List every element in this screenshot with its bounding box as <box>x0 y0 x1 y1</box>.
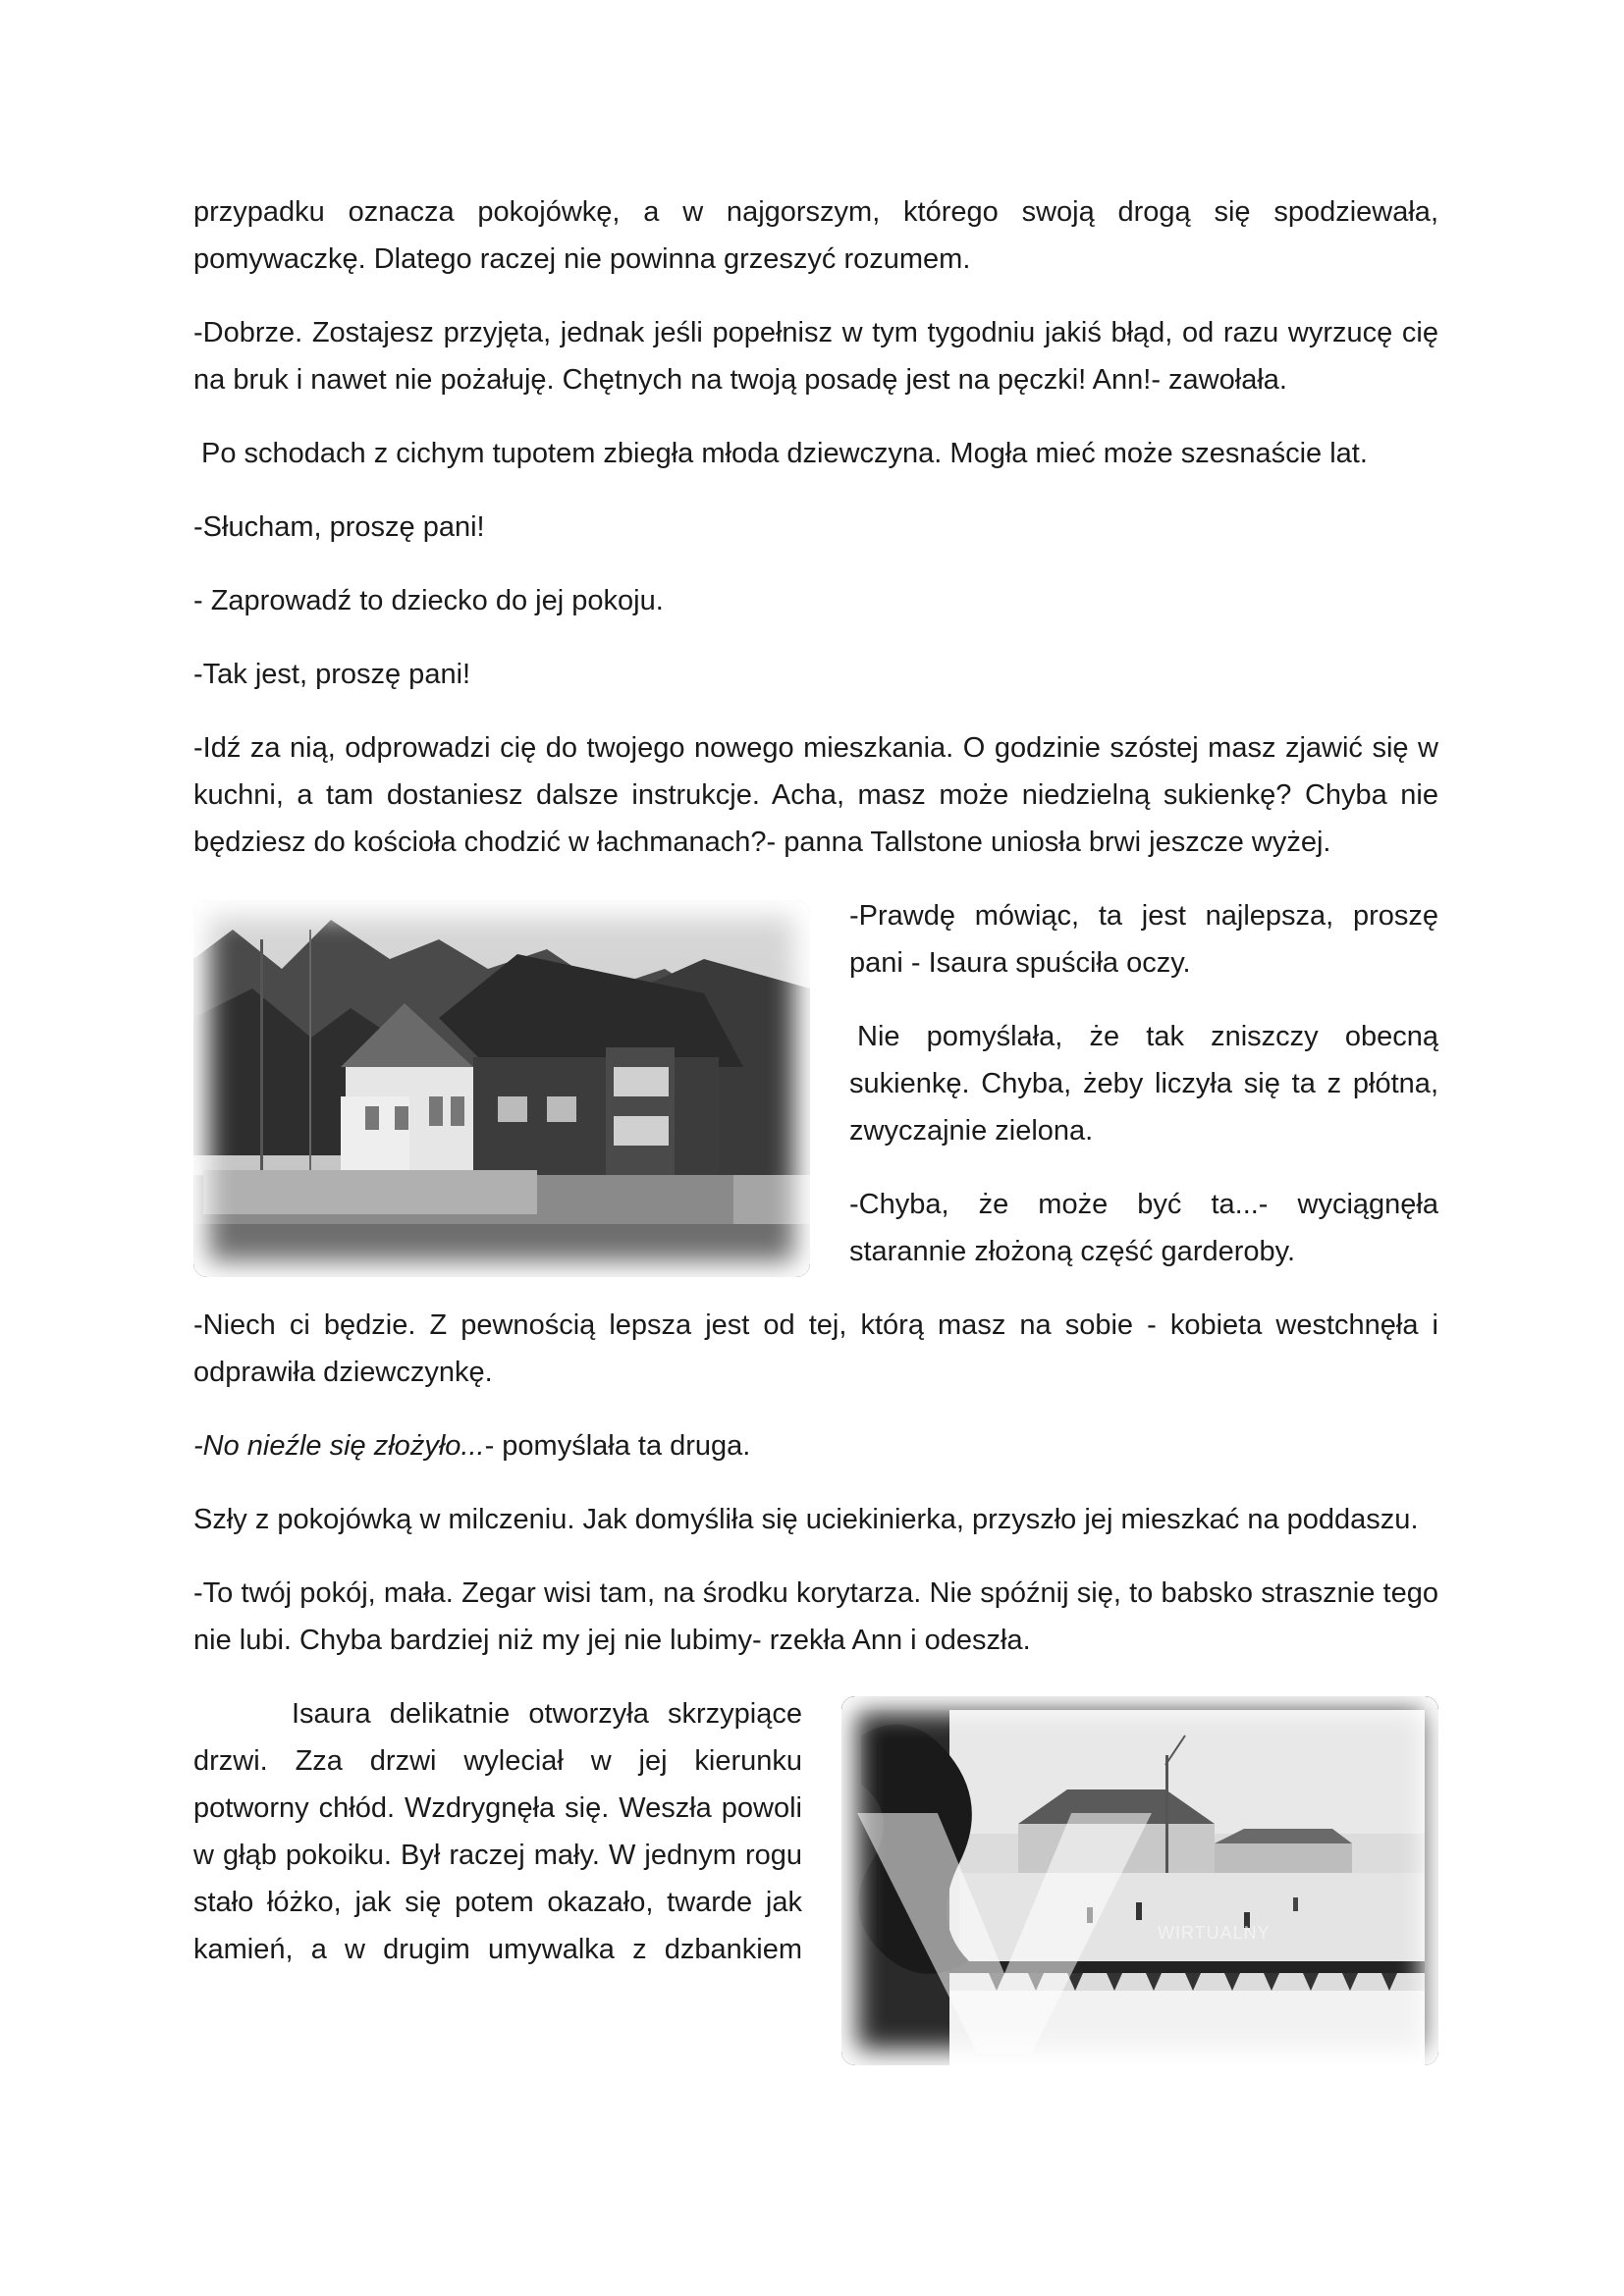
paragraph-15-text: Isaura delikatnie otworzyła skrzypiące drzwi. Zza drzwi wyleciał w jej kierunku potworny chłód. Wzdrygnęła się. Weszła powoli w głąb pokoiku. Był raczej mały. W jednym rogu stało łóżko, jak się potem okazało, twarde jak kamień, a w drugim umywalka z dzbankiem <box>193 1698 802 1965</box>
paragraph-2: -Dobrze. Zostajesz przyjęta, jednak jeśli popełnisz w tym tygodniu jakiś błąd, od razu wyrzucę cię na bruk i nawet nie pożałuję. Chętnych na twoją posadę jest na pęczki! Ann!- zawołała. <box>193 317 1438 396</box>
paragraph-5: - Zaprowadź to dziecko do jej pokoju. <box>193 585 664 616</box>
paragraph-14: -To twój pokój, mała. Zegar wisi tam, na środku korytarza. Nie spóźnij się, to babsko strasznie tego nie lubi. Chyba bardziej niż my jej nie lubimy- rzekła Ann i odeszła. <box>193 1577 1438 1656</box>
paragraph-11: -Niech ci będzie. Z pewnością lepsza jest od tej, którą masz na sobie - kobieta westchnęła i odprawiła dziewczynkę. <box>193 1309 1438 1388</box>
photo-watermark <box>857 1813 1271 2054</box>
paragraph-13: Szły z pokojówką w milczeniu. Jak domyśliła się uciekinierka, przyszło jej mieszkać na poddaszu. <box>193 1504 1419 1535</box>
paragraph-12 <box>193 1422 1438 1469</box>
paragraph-3: Po schodach z cichym tupotem zbiegła młoda dziewczyna. Mogła mieć może szesnaście lat. <box>201 438 1368 469</box>
paragraph-1: przypadku oznacza pokojówkę, a w najgorszym, którego swoją drogą się spodziewała, pomywaczkę. Dlatego raczej nie powinna grzeszyć rozumem. <box>193 196 1438 275</box>
italic-line-rest: - pomyślała ta druga. <box>484 1430 751 1462</box>
watermark-text: WIRTUALNY <box>1157 1923 1271 1944</box>
italic-thought: -No nieźle się złożyło... <box>193 1430 485 1462</box>
paragraph-8: -Prawdę mówiąc, ta jest najlepsza, proszę pani - Isaura spuściła oczy. <box>849 900 1438 979</box>
photo-town-square <box>841 1696 1438 2065</box>
paragraph-6: -Tak jest, proszę pani! <box>193 659 471 690</box>
document-page <box>193 188 1438 2085</box>
paragraph-10: -Chyba, że może być ta...- wyciągnęła starannie złożoną część garderoby. <box>849 1189 1438 1267</box>
paragraph-9: Nie pomyślała, że tak zniszczy obecną sukienkę. Chyba, żeby liczyła się ta z płótna, zwyczajnie zielona. <box>849 1021 1438 1147</box>
watermark-logo-icon <box>857 1813 1152 2054</box>
photo-house <box>193 900 810 1277</box>
paragraph-4: -Słucham, proszę pani! <box>193 511 485 543</box>
paragraph-7: -Idź za nią, odprowadzi cię do twojego nowego mieszkania. O godzinie szóstej masz zjawić się w kuchni, a tam dostaniesz dalsze instrukcje. Acha, masz może niedzielną sukienkę? Chyba nie będziesz do kościoła chodzić w łachmanach?- panna Tallstone uniosła brwi jeszcze wyżej. <box>193 732 1438 858</box>
photo-house-image <box>193 900 810 1277</box>
